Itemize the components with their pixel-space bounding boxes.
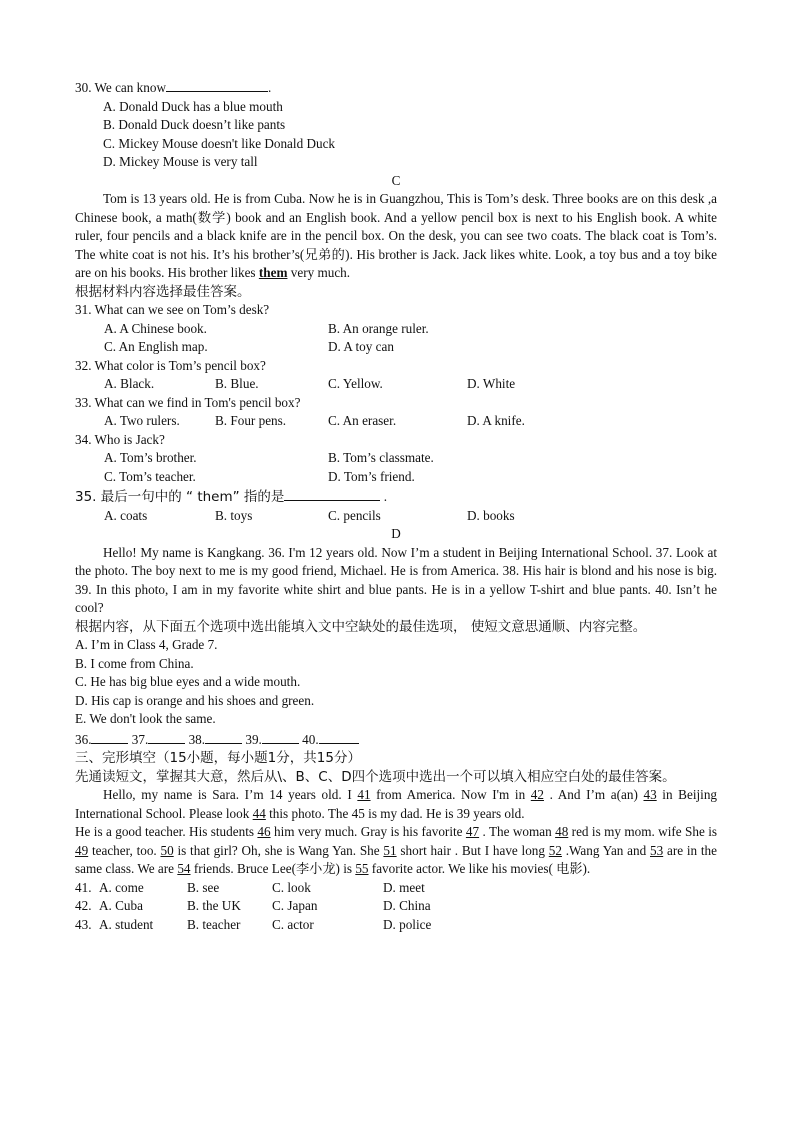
cloze-paragraph-2: He is a good teacher. His students 46 him very much. Gray is his favorite 47 . The woman 48 red is my mom. wife She is 49 teacher, too. 50 is that girl? Oh, she is Wang Yan. She 51 short hair . But I have long 52 .Wang Yan and 53 are in the same class. We are 54 friends. Bruce Lee(李小龙) is 55 favorite actor. We like his movies( 电影).: [75, 824, 717, 876]
section-c-instruction: 根据材料内容选择最佳答案。: [75, 283, 251, 300]
answer-blank: [205, 729, 242, 744]
option: D. A toy can: [328, 339, 394, 354]
question-33-stem: 33. What can we find in Tom's pencil box?: [75, 394, 301, 410]
cloze-blank: 54: [177, 861, 191, 876]
option: B. the UK: [187, 898, 241, 913]
cloze-blank: 41: [357, 787, 371, 802]
option: A. Cuba: [99, 898, 143, 913]
answer-line: 36. 37. 38. 39. 40.: [75, 729, 717, 750]
option: B. I come from China.: [75, 655, 194, 671]
answer-blank: [166, 77, 268, 92]
option: C. pencils: [328, 507, 381, 523]
question-number: 43.: [75, 916, 92, 932]
option: A. Donald Duck has a blue mouth: [103, 98, 283, 114]
section-3-instruction: 先通读短文，掌握其大意，然后从\、B、C、D四个选项中选出一个可以填入相应空白处的最佳答案。: [75, 768, 676, 785]
option-row: [75, 507, 717, 526]
cloze-paragraph-1: Hello, my name is Sara. I’m 14 years old. I 41 from America. Now I'm in 42 . And I’m a(an) 43 in Beijing International School. Please look 44 this photo. The 45 is my dad. He is 39 years old.: [75, 787, 718, 821]
option: C. An English map.: [104, 339, 208, 354]
question-32-stem: 32. What color is Tom’s pencil box?: [75, 357, 266, 373]
option: D. Tom’s friend.: [328, 468, 415, 484]
option: C. An eraser.: [328, 413, 397, 428]
option: A. A Chinese book.: [104, 320, 207, 336]
cloze-blank: 47: [465, 824, 480, 839]
option-row: [75, 879, 717, 898]
option: A. coats: [104, 507, 148, 523]
option-row: [75, 338, 717, 357]
option: D. Mickey Mouse is very tall: [103, 154, 258, 169]
answer-blank: [262, 729, 299, 744]
option: C. actor: [272, 916, 314, 932]
option: A. student: [99, 916, 154, 932]
section-d-instruction: 根据内容，从下面五个选项中选出能填入文中空缺处的最佳选项， 使短文意思通顺、内容完整。: [75, 618, 647, 635]
option: B. Tom’s classmate.: [328, 450, 434, 465]
option: D. police: [383, 916, 432, 932]
option: D. books: [467, 507, 515, 523]
option: C. Japan: [272, 898, 318, 913]
option: C. Mickey Mouse doesn't like Donald Duck: [103, 135, 336, 151]
section-letter-d: D: [391, 526, 401, 541]
answer-blank: [148, 729, 185, 744]
question-number: 41.: [75, 879, 92, 895]
cloze-blank: 49: [75, 842, 89, 858]
passage-c: Tom is 13 years old. He is from Cuba. Now he is in Guangzhou, This is Tom’s desk. Three books are on this desk ,a Chinese book, a math(数学) book and an English book. And a yellow pencil box is next to his English book. A white ruler, four pencils and a black knife are in the pencil box. On the desk, you can see two coats. The black coat is Tom’s. The white coat is not his. It’s his brother’s(兄弟的). His brother is Jack. Jack likes white. Look, a toy bus and a toy bike are on his books. His brother likes them very much.: [75, 191, 717, 280]
option-row: [75, 320, 717, 339]
option-row: [75, 468, 717, 487]
answer-blank: [91, 729, 128, 744]
option: C. Tom’s teacher.: [104, 468, 196, 484]
option: A. Tom’s brother.: [104, 450, 197, 465]
option-row: [75, 449, 717, 468]
cloze-blank: 50: [160, 842, 174, 858]
option: C. look: [272, 879, 311, 895]
answer-blank: [284, 486, 380, 501]
option: B. see: [187, 879, 220, 895]
section-letter-c: C: [391, 172, 401, 188]
option: D. His cap is orange and his shoes and green.: [75, 692, 315, 708]
option: B. Donald Duck doesn’t like pants: [103, 117, 286, 132]
question-35-stem: 35. 最后一句中的 “ them” 指的是 .: [75, 486, 717, 507]
option: D. White: [467, 376, 516, 391]
cloze-blank: 46: [257, 824, 271, 839]
cloze-blank: 55: [355, 861, 369, 876]
question-30-stem: 30. We can know .: [75, 77, 717, 98]
option-row: [75, 916, 717, 935]
answer-blank: [319, 729, 359, 744]
question-number: 42.: [75, 898, 92, 913]
cloze-blank: 48: [555, 824, 569, 839]
option: B. toys: [215, 507, 253, 523]
cloze-blank: 51: [383, 842, 397, 858]
option-row: [75, 375, 717, 394]
option: A. Two rulers.: [104, 413, 180, 428]
option: A. I’m in Class 4, Grade 7.: [75, 637, 218, 652]
cloze-blank: 44: [252, 805, 266, 821]
option: D. A knife.: [467, 413, 525, 428]
cloze-blank: 43: [643, 787, 657, 802]
section-3-heading: 三、完形填空（15小题，每小题1分，共15分）: [75, 750, 361, 766]
option-row: [75, 412, 717, 431]
exam-page: [75, 77, 717, 934]
option: C. He has big blue eyes and a wide mouth.: [75, 674, 301, 689]
cloze-blank: 52: [548, 842, 562, 858]
option: A. Black.: [104, 376, 155, 391]
option: B. Blue.: [215, 376, 259, 391]
option: D. China: [383, 898, 431, 913]
option: B. An orange ruler.: [328, 320, 429, 336]
passage-d: Hello! My name is Kangkang. 36. I'm 12 years old. Now I’m a student in Beijing International School. 37. Look at the photo. The boy next to me is my good friend, Michael. He is from America. 38. His hair is blond and his nose is big. 39. In this photo, I am in my favorite white shirt and blue pants. He is in a yellow T-shirt and blue pants. 40. Isn’t he cool?: [75, 544, 717, 615]
option: C. Yellow.: [328, 376, 383, 391]
question-34-stem: 34. Who is Jack?: [75, 431, 165, 447]
passage-bold-word: them: [258, 265, 288, 280]
option-row: [75, 897, 717, 916]
option: A. come: [99, 879, 144, 895]
option: D. meet: [383, 879, 425, 895]
cloze-blank: 53: [650, 842, 664, 858]
option: E. We don't look the same.: [75, 711, 216, 726]
option: B. teacher: [187, 916, 241, 932]
cloze-blank: 42: [530, 787, 544, 802]
question-31-stem: 31. What can we see on Tom’s desk?: [75, 302, 270, 317]
option: B. Four pens.: [215, 413, 287, 428]
